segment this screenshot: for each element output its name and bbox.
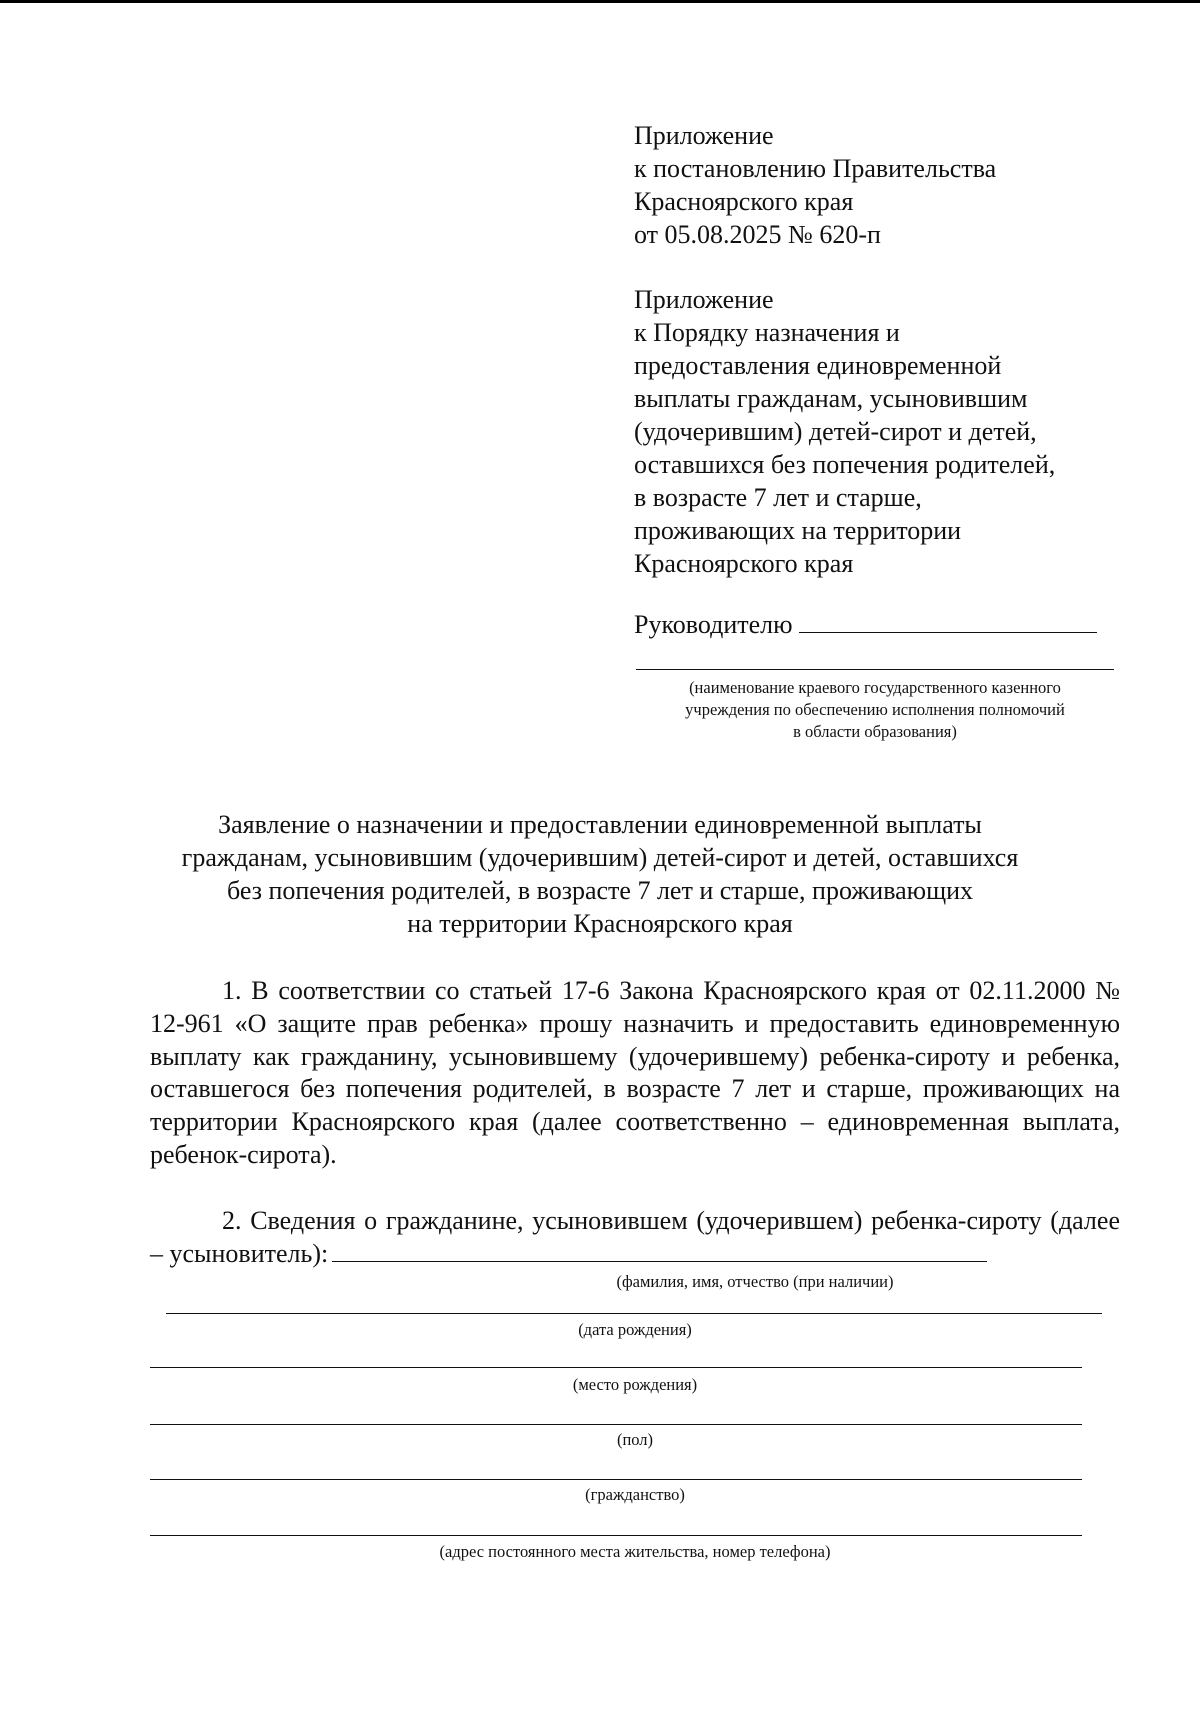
address-caption: (адрес постоянного места жительства, номер телефона) bbox=[439, 1542, 831, 1561]
full-name-field[interactable] bbox=[332, 1239, 987, 1262]
title-line: Заявление о назначении и предоставлении единовременной выплаты bbox=[218, 810, 982, 839]
appendix-line: оставшихся без попечения родителей, bbox=[634, 450, 1056, 479]
birth-date-caption: (дата рождения) bbox=[578, 1320, 692, 1339]
appendix-line: от 05.08.2025 № 620-п bbox=[634, 220, 881, 249]
sex-caption: (пол) bbox=[616, 1430, 654, 1449]
full-name-caption: (фамилия, имя, отчество (при наличии) bbox=[616, 1272, 894, 1291]
appendix-line: предоставления единовременной bbox=[634, 351, 1002, 380]
address-field[interactable] bbox=[150, 1535, 1082, 1536]
caption-line: учреждения по обеспечению исполнения полномочий bbox=[685, 700, 1065, 719]
title-line: без попечения родителей, в возрасте 7 лет и старше, проживающих bbox=[226, 876, 974, 905]
birth-place-caption: (место рождения) bbox=[572, 1375, 698, 1394]
title-line: гражданам, усыновившим (удочерившим) детей-сирот и детей, оставшихся bbox=[181, 843, 1019, 872]
appendix-header-resolution bbox=[634, 119, 996, 251]
appendix-line: к Порядку назначения и bbox=[634, 318, 900, 347]
addressee-name-field[interactable] bbox=[799, 608, 1097, 633]
addressee-label: Руководителю bbox=[634, 610, 793, 639]
paragraph-2-text: 2. Сведения о гражданине, усыновившем (удочерившем) ребенка-сироту (далее – усыновитель): bbox=[150, 1206, 1120, 1268]
sex-field[interactable] bbox=[150, 1424, 1082, 1425]
appendix-line: к постановлению Правительства bbox=[634, 154, 997, 183]
appendix-line: проживающих на территории bbox=[634, 516, 962, 545]
appendix-line: (удочерившим) детей-сирот и детей, bbox=[634, 417, 1037, 446]
addressee-caption bbox=[636, 677, 1114, 743]
addressee-line bbox=[634, 608, 1097, 641]
caption-line: в области образования) bbox=[793, 722, 957, 741]
birth-date-field[interactable] bbox=[166, 1313, 1102, 1314]
title-line: на территории Красноярского края bbox=[407, 909, 793, 938]
appendix-line: Приложение bbox=[634, 285, 774, 314]
caption-line: (наименование краевого государственного казенного bbox=[689, 678, 1061, 697]
appendix-header-procedure bbox=[634, 283, 1055, 580]
appendix-line: Приложение bbox=[634, 121, 774, 150]
document-title bbox=[150, 808, 1050, 940]
paragraph-1: 1. В соответствии со статьей 17-6 Закона Красноярского края от 02.11.2000 № 12-961 «О защите прав ребенка» прошу назначить и предоставить единовременную выплату как гражданину, усыновившему (удочерившему) ребенка-сироту и ребенка, оставшегося без попечения родителей, в возрасте 7 лет и старше, проживающих на территории Красноярского края (далее соответственно – единовременная выплата, ребенок-сирота). bbox=[150, 976, 1120, 1169]
appendix-line: Красноярского края bbox=[634, 187, 854, 216]
addressee-institution-field[interactable] bbox=[636, 669, 1114, 670]
top-border-line bbox=[0, 0, 1200, 3]
citizenship-caption: (гражданство) bbox=[585, 1485, 685, 1504]
birth-place-field[interactable] bbox=[150, 1367, 1082, 1368]
citizenship-field[interactable] bbox=[150, 1479, 1082, 1480]
appendix-line: Красноярского края bbox=[634, 549, 854, 578]
appendix-line: в возрасте 7 лет и старше, bbox=[634, 483, 922, 512]
appendix-line: выплаты гражданам, усыновившим bbox=[634, 384, 1028, 413]
paragraph-2 bbox=[150, 1205, 1120, 1271]
